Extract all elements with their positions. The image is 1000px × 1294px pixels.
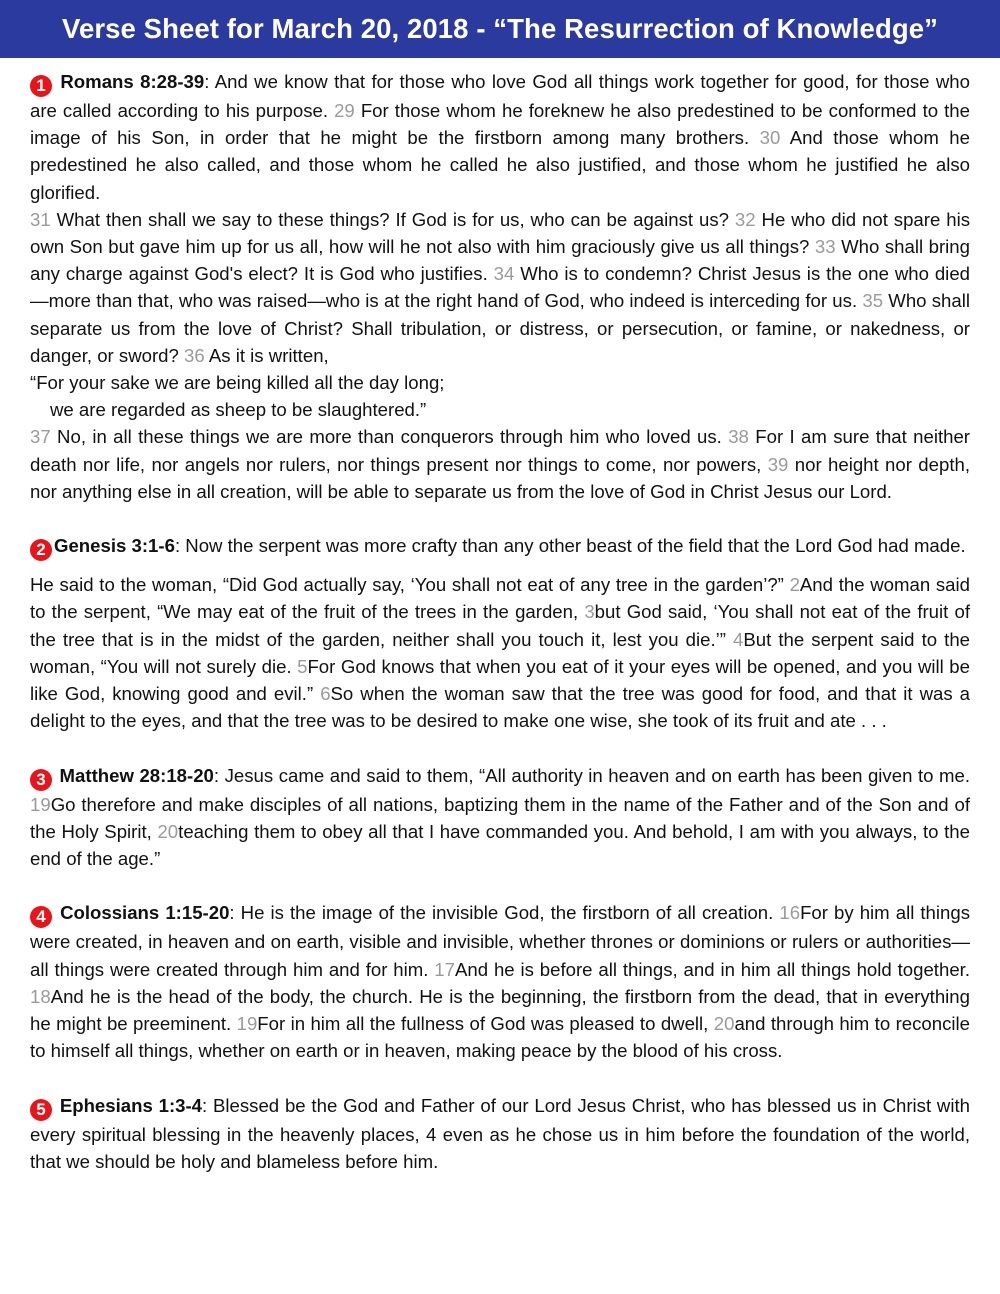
verse-paragraph xyxy=(30,68,970,206)
verse-number: 16 xyxy=(779,902,801,924)
verse-number: 20 xyxy=(713,1013,735,1035)
verse-number: 20 xyxy=(157,820,179,842)
scripture-reference: Ephesians 1:3-4 xyxy=(59,1094,203,1116)
verse-text: teaching them to obey all that I have commanded you. And behold, I am with you always, to the end of the age.” xyxy=(30,820,970,870)
verse-text: He who did not spare his own Son but gave him up for us all, how will he not also with him graciously give us all things? xyxy=(30,208,970,258)
verse-paragraph xyxy=(30,899,970,1064)
section-number-badge: 5 xyxy=(30,1099,52,1121)
verse-number: 6 xyxy=(320,683,331,705)
verse-text: And he is before all things, and in him all things hold together. xyxy=(454,958,970,980)
verse-number: 36 xyxy=(184,344,205,366)
verse-text: For I am sure that neither death nor life, nor angels nor rulers, nor things present nor things to come, nor powers, xyxy=(30,426,971,475)
scripture-reference: Romans 8:28-39 xyxy=(60,71,205,92)
verse-paragraph xyxy=(30,206,970,369)
verse-number: 38 xyxy=(728,426,749,448)
verse-text: Who is to condemn? Christ Jesus is the one who died—more than that, who was raised—who is at the right hand of God, who indeed is interceding for us. xyxy=(30,263,970,312)
verse-text: As it is written, xyxy=(204,344,329,366)
verse-number: 39 xyxy=(767,453,789,475)
verse-section-genesis xyxy=(30,532,970,734)
verse-content xyxy=(0,58,1000,1175)
verse-text: : He is the image of the invisible God, the firstborn of all creation. xyxy=(229,902,780,924)
verse-number: 3 xyxy=(584,601,595,623)
verse-text: For by him all things were created, in heaven and on earth, visible and invisible, whether thrones or dominions or rulers or authorities—all things were created through him and for him. xyxy=(30,902,971,980)
verse-number: 19 xyxy=(30,793,51,815)
verse-number: 2 xyxy=(789,574,800,596)
verse-text: : Now the serpent was more crafty than any other beast of the field that the Lord God had made. xyxy=(174,535,966,557)
verse-text: : Blessed be the God and Father of our Lord Jesus Christ, who has blessed us in Christ with every spiritual blessing in the heavenly places, 4 even as he chose us in him before the foundation of the world, that we should be holy and blameless before him. xyxy=(30,1094,970,1172)
verse-text: Who shall bring any charge against God's elect? It is God who justifies. xyxy=(30,236,970,285)
verse-number: 5 xyxy=(297,655,308,677)
verse-number: 17 xyxy=(434,958,455,980)
verse-text: Go therefore and make disciples of all nations, baptizing them in the name of the Father and of the Son and of the Holy Spirit, xyxy=(30,793,970,842)
section-number-badge: 3 xyxy=(30,769,52,791)
verse-text: And he is the head of the body, the church. He is the beginning, the firstborn from the dead, that in everything he might be preeminent. xyxy=(30,985,970,1035)
verse-text: nor height nor depth, nor anything else in all creation, will be able to separate us from the love of God in Christ Jesus our Lord. xyxy=(30,453,970,502)
verse-number: 30 xyxy=(759,127,781,149)
verse-text: For those whom he foreknew he also predestined to be conformed to the image of his Son, in order that he might be the firstborn among many brothers. xyxy=(30,100,970,149)
verse-text: but God said, ‘You shall not eat of the fruit of the tree that is in the midst of the garden, neither shall you touch it, lest you die.’” xyxy=(30,601,970,650)
verse-text: Who shall separate us from the love of Christ? Shall tribulation, or distress, or persecution, or famine, or nakedness, or danger, or sword? xyxy=(30,290,970,366)
verse-number: 18 xyxy=(30,985,51,1007)
scripture-reference: Colossians 1:15-20 xyxy=(60,902,230,924)
verse-number: 32 xyxy=(734,208,756,230)
verse-paragraph xyxy=(30,762,970,873)
verse-section-colossians xyxy=(30,899,970,1064)
verse-number: 35 xyxy=(862,290,884,312)
poem-line: “For your sake we are being killed all the day long; xyxy=(30,372,445,394)
verse-number: 19 xyxy=(236,1013,258,1035)
verse-paragraph xyxy=(30,423,970,505)
verse-section-ephesians xyxy=(30,1092,970,1175)
verse-number: 37 xyxy=(30,426,51,448)
verse-number: 31 xyxy=(30,208,51,230)
verse-text: No, in all these things we are more than conquerors through him who loved us. xyxy=(50,426,722,448)
verse-section-matthew xyxy=(30,762,970,873)
verse-text: : Jesus came and said to them, “All authority in heaven and on earth has been given to me. xyxy=(213,764,970,786)
verse-text: For God knows that when you eat of it your eyes will be opened, and you will be like God, knowing good and evil.” xyxy=(30,655,970,705)
verse-paragraph xyxy=(30,571,970,734)
verse-text: He said to the woman, “Did God actually say, ‘You shall not eat of any tree in the garden’?” xyxy=(30,574,790,596)
scripture-reference: Matthew 28:18-20 xyxy=(59,764,214,786)
scripture-reference: Genesis 3:1-6 xyxy=(54,535,175,557)
poem-line: we are regarded as sheep to be slaughtered.” xyxy=(50,399,427,421)
verse-text: So when the woman saw that the tree was good for food, and that it was a delight to the eyes, and that the tree was to be desired to make one wise, she took of its fruit and ate . . . xyxy=(30,683,970,732)
verse-number: 29 xyxy=(334,100,355,121)
verse-section-romans xyxy=(30,68,970,505)
verse-number: 4 xyxy=(733,628,744,650)
section-number-badge: 4 xyxy=(30,906,52,928)
verse-text: and through him to reconcile to himself all things, whether on earth or in heaven, making peace by the blood of his cross. xyxy=(30,1013,970,1062)
page-header xyxy=(0,0,1000,58)
verse-number: 33 xyxy=(814,236,836,258)
verse-paragraph xyxy=(30,532,970,561)
verse-text: What then shall we say to these things? If God is for us, who can be against us? xyxy=(50,208,729,230)
verse-text: And the woman said to the serpent, “We may eat of the fruit of the trees in the garden, xyxy=(30,574,970,623)
section-number-badge: 2 xyxy=(30,539,52,561)
verse-text: But the serpent said to the woman, “You will not surely die. xyxy=(30,628,970,677)
verse-number: 34 xyxy=(493,263,515,285)
verse-text: For in him all the fullness of God was pleased to dwell, xyxy=(257,1013,714,1035)
verse-paragraph xyxy=(30,1092,970,1175)
page-title: Verse Sheet for March 20, 2018 - “The Resurrection of Knowledge” xyxy=(62,13,938,44)
section-number-badge: 1 xyxy=(30,75,52,97)
verse-text: : And we know that for those who love God all things work together for good, for those who are called according to his purpose. xyxy=(30,71,970,121)
verse-text: And those whom he predestined he also called, and those whom he called he also justified, and those whom he justified he also glorified. xyxy=(30,127,970,203)
